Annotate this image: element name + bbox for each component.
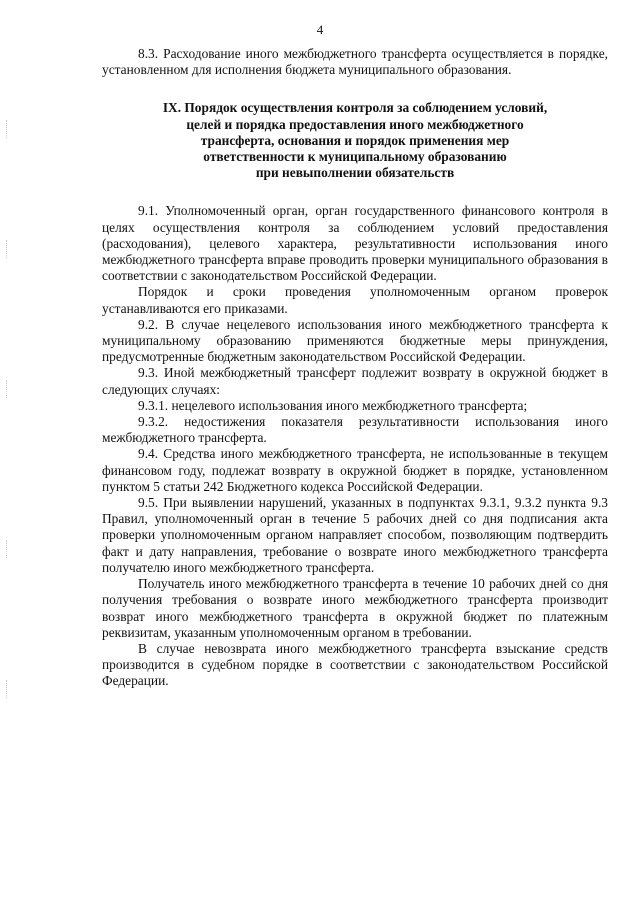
binding-margin-marks bbox=[6, 120, 8, 720]
paragraph-9-1: 9.1. Уполномоченный орган, орган государственного финансового контроля в целях осуществления контроля за соблюдением условий предоставления (расходования), целевого характера, результативности использования иного межбюджетного трансферта вправе проводить проверки муниципального образования в соответствии с законодательством Российской Федерации. bbox=[102, 203, 608, 284]
paragraph-9-3: 9.3. Иной межбюджетный трансферт подлежит возврату в окружной бюджет в следующих случаях: bbox=[102, 365, 608, 397]
section-heading bbox=[102, 100, 608, 181]
heading-line: IX. Порядок осуществления контроля за соблюдением условий, bbox=[162, 100, 548, 116]
paragraph-9-5-recipient: Получатель иного межбюджетного трансферта в течение 10 рабочих дней со дня получения требования о возврате иного межбюджетного трансферта производит возврат иного межбюджетного трансферта в окружной бюджет по платежным реквизитам, указанным уполномоченным органом в требовании. bbox=[102, 576, 608, 640]
document-body bbox=[102, 46, 608, 690]
paragraph-9-1-procedure: Порядок и сроки проведения уполномоченным органом проверок устанавливаются его приказами. bbox=[102, 284, 608, 316]
paragraph-8-3: 8.3. Расходование иного межбюджетного трансферта осуществляется в порядке, установленном для исполнения бюджета муниципального образования. bbox=[102, 46, 608, 78]
paragraph-9-4: 9.4. Средства иного межбюджетного трансферта, не использованные в текущем финансовом году, подлежат возврату в окружной бюджет в порядке, установленном пунктом 5 статьи 242 Бюджетного кодекса Российской Федерации. bbox=[102, 446, 608, 494]
paragraph-9-5: 9.5. При выявлении нарушений, указанных в подпунктах 9.3.1, 9.3.2 пункта 9.3 Правил, уполномоченный орган в течение 5 рабочих дней со дня подписания акта проверки уполномоченным органом направляет способом, позволяющим подтвердить факт и дату направления, требование о возврате иного межбюджетного трансферта получателю иного межбюджетного трансферта. bbox=[102, 495, 608, 575]
paragraph-9-2: 9.2. В случае нецелевого использования иного межбюджетного трансферта к муниципальному образованию применяются бюджетные меры принуждения, предусмотренные бюджетным законодательством Российской Федерации. bbox=[102, 316, 608, 365]
heading-line: ответственности к муниципальному образованию bbox=[203, 149, 507, 165]
paragraph-9-5-non-return: В случае невозврата иного межбюджетного трансферта взыскание средств производится в судебном порядке в соответствии с законодательством Российской Федерации. bbox=[102, 640, 608, 689]
paragraph-9-3-1: 9.3.1. нецелевого использования иного межбюджетного трансферта; bbox=[138, 397, 528, 413]
heading-line: целей и порядка предоставления иного межбюджетного bbox=[186, 116, 524, 132]
heading-line: трансферта, основания и порядок применения мер bbox=[200, 132, 510, 148]
heading-line: при невыполнении обязательств bbox=[255, 165, 455, 181]
page-number: 4 bbox=[316, 22, 324, 37]
paragraph-9-3-2: 9.3.2. недостижения показателя результативности использования иного межбюджетного трансферта. bbox=[102, 414, 608, 446]
